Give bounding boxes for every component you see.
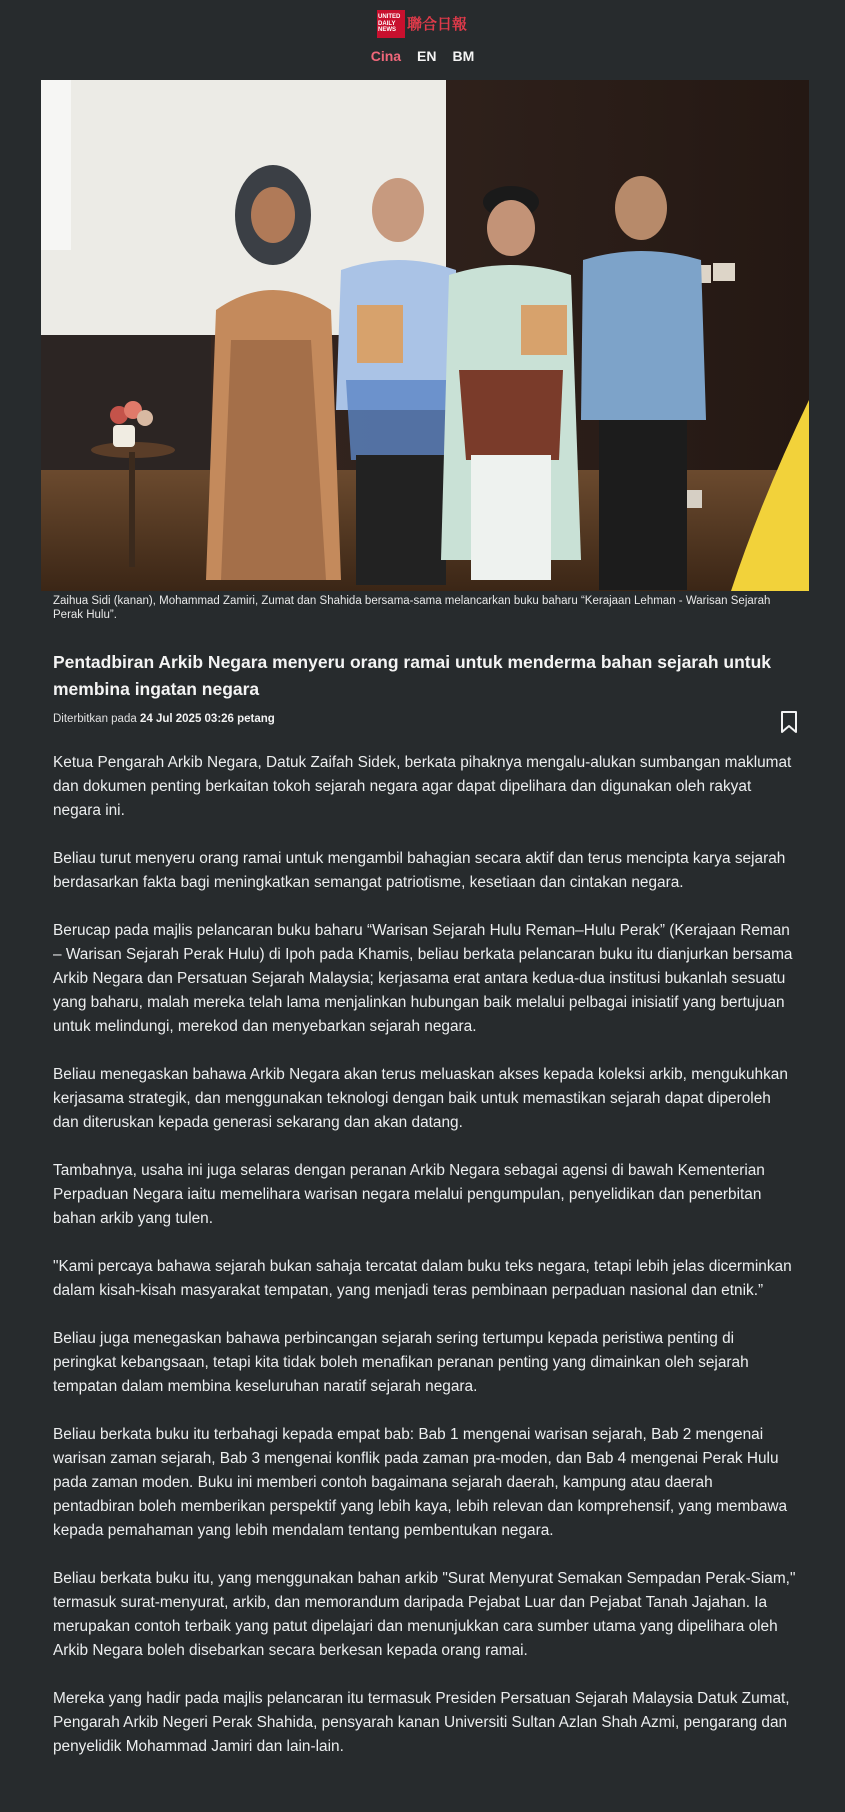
- publish-info: [53, 713, 275, 725]
- article-paragraph: Beliau berkata buku itu terbahagi kepada empat bab: Bab 1 mengenai warisan sejarah, Bab 2 mengenai warisan zaman sejarah, Bab 3 mengenai konflik pada zaman pra-moden, dan Bab 4 mengenai Perak Hulu pada zaman moden. Buku ini memberi contoh bagaimana sejarah daerah, kampung atau daerah pentadbiran boleh memberikan perspektif yang lebih kaya, lebih relevan dan komprehensif, yang membawa kepada pemahaman yang lebih mendalam tentang pembentukan negara.: [53, 1426, 788, 1539]
- publish-label: Diterbitkan pada: [53, 713, 140, 725]
- language-link-bm[interactable]: BM: [452, 48, 475, 64]
- photo-caption: Zaihua Sidi (kanan), Mohammad Zamiri, Zumat dan Shahida bersama-sama melancarkan buku baharu “Kerajaan Lehman - Warisan Sejarah Perak Hulu”.: [53, 595, 771, 621]
- article-title: Pentadbiran Arkib Negara menyeru orang ramai untuk menderma bahan sejarah untuk membina ingatan negara: [53, 652, 772, 699]
- article-paragraph: Mereka yang hadir pada majlis pelancaran itu termasuk Presiden Persatuan Sejarah Malaysia Datuk Zumat, Pengarah Arkib Negeri Perak Shahida, pensyarah kanan Universiti Sultan Azlan Shah Azmi, pengarang dan penyelidik Mohammad Jamiri dan lain-lain.: [53, 1690, 790, 1755]
- publish-date: 24 Jul 2025 03:26 petang: [139, 713, 275, 725]
- bookmark-icon: [778, 710, 800, 734]
- language-link-cina[interactable]: Cina: [370, 48, 402, 64]
- article-paragraph: Berucap pada majlis pelancaran buku baharu “Warisan Sejarah Hulu Reman–Hulu Perak” (Kerajaan Reman – Warisan Sejarah Perak Hulu) di Ipoh pada Khamis, beliau berkata pelancaran buku itu dianjurkan bersama Arkib Negara dan Persatuan Sejarah Malaysia; kerjasama erat antara kedua-dua institusi bukanlah sesuatu yang baharu, malah mereka telah lama menjalinkan hubungan baik melalui pelbagai inisiatif yang bertujuan untuk melindungi, merekod dan menyebarkan sejarah negara.: [53, 922, 793, 1035]
- article-paragraph: Ketua Pengarah Arkib Negara, Datuk Zaifah Sidek, berkata pihaknya mengalu-alukan sumbangan maklumat dan dokumen penting berkaitan tokoh sejarah negara agar dapat dipelihara dan digunakan oleh rakyat negara ini.: [53, 754, 792, 819]
- article-paragraph: Beliau juga menegaskan bahawa perbincangan sejarah sering tertumpu kepada peristiwa penting di peringkat kebangsaan, tetapi kita tidak boleh menafikan peranan penting yang dimainkan oleh sejarah tempatan dalam membina keseluruhan naratif sejarah negara.: [53, 1330, 749, 1395]
- logo-latin-line: DAILY: [378, 20, 396, 27]
- article-paragraph: Beliau turut menyeru orang ramai untuk mengambil bahagian secara aktif dan terus mencipta karya sejarah berdasarkan fakta bagi meningkatkan semangat patriotisme, kesetiaan dan cintakan negara.: [53, 850, 786, 891]
- article-hero-photo: [41, 80, 809, 591]
- language-link-en[interactable]: EN: [417, 48, 437, 64]
- article-paragraph: Tambahnya, usaha ini juga selaras dengan peranan Arkib Negara sebagai agensi di bawah Kementerian Perpaduan Negara iaitu memelihara warisan negara melalui pengumpulan, penyelidikan dan penerbitan bahan arkib yang tulen.: [53, 1162, 765, 1227]
- article-paragraph: Beliau berkata buku itu, yang menggunakan bahan arkib "Surat Menyurat Semakan Sempadan Perak-Siam," termasuk surat-menyurat, arkib, dan memorandum daripada Pejabat Luar dan Pejabat Tanah Jajahan. Ia merupakan contoh terbaik yang patut dipelajari dan menunjukkan cara sumber utama yang dipelihara oleh Arkib Negara boleh disebarkan secara berkesan kepada orang ramai.: [53, 1570, 796, 1659]
- logo-chinese-text: 聯合日報: [407, 15, 468, 33]
- logo-latin-line: UNITED: [378, 14, 401, 21]
- site-header: [0, 0, 845, 80]
- logo-latin-line: NEWS: [378, 27, 396, 34]
- site-logo[interactable]: [377, 10, 467, 38]
- logo-badge: [377, 10, 405, 38]
- language-switcher: [0, 48, 845, 64]
- article-paragraph: "Kami percaya bahawa sejarah bukan sahaja tercatat dalam buku teks negara, tetapi lebih jelas dicerminkan dalam kisah-kisah masyarakat tempatan, yang menjadi teras pembinaan perpaduan nasional dan etnik.”: [53, 1258, 792, 1299]
- bookmark-button[interactable]: [778, 710, 800, 734]
- article-body: [53, 751, 797, 1783]
- article-paragraph: Beliau menegaskan bahawa Arkib Negara akan terus meluaskan akses kepada koleksi arkib, mengukuhkan kerjasama strategik, dan menggunakan teknologi dengan baik untuk memastikan sejarah dapat diperoleh dan diteruskan kepada generasi sekarang dan akan datang.: [53, 1066, 788, 1131]
